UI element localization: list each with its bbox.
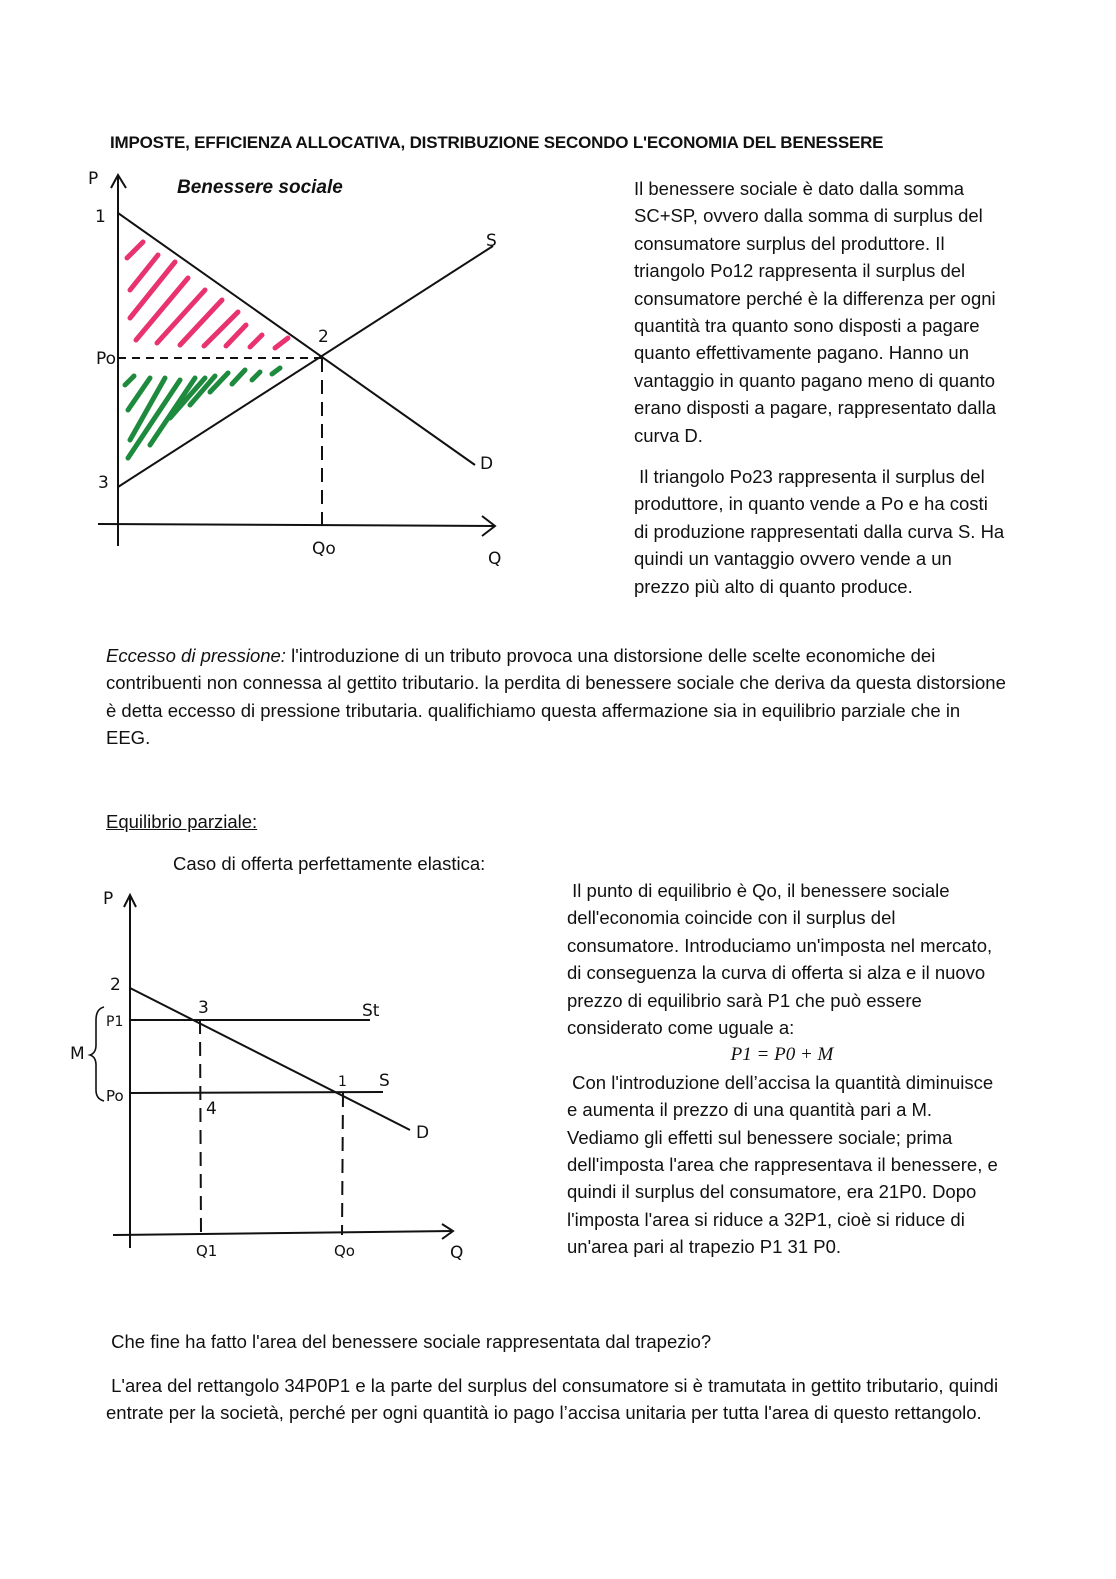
welfare-paragraph-1: Il benessere sociale è dato dalla somma SC+SP, ovvero dalla somma di surplus del consumatore surplus del produttore. Il triangolo Po12 rappresenta il surplus del consumatore perché è la differenza per ogni quantità tra quanto sono disposti a pagare quanto effettivamente pagano. Hanno un vantaggio in quanto pagano meno di quanto erano disposti a pagare, rappresentato dalla curva D. xyxy=(634,178,997,446)
equilibrio-paragraph-1: Il punto di equilibrio è Qo, il benessere sociale dell'economia coincide con il surplus del consumatore. Introduciamo un'imposta nel mercato, di conseguenza la curva di offerta si alza e il nuovo prezzo di equilibrio sarà P1 che può essere considerato come uguale a: xyxy=(567,880,998,1039)
welfare-diagram xyxy=(98,175,495,546)
supply-curve xyxy=(130,1092,383,1093)
equilibrio-heading: Equilibrio parziale: xyxy=(106,811,258,832)
supply-curve xyxy=(118,246,493,487)
qo-label: Qo xyxy=(312,539,336,559)
po-label: Po xyxy=(96,349,117,369)
eccesso-term: Eccesso di pressione: xyxy=(106,645,286,666)
d-label: D xyxy=(416,1123,430,1143)
qo-label: Qo xyxy=(334,1242,355,1260)
q1-dashed-line xyxy=(200,1020,201,1235)
s-label: S xyxy=(379,1071,390,1091)
equation: P1 = P0 + M xyxy=(730,1044,834,1066)
eccesso-text: l'introduzione di un tributo provoca una distorsione delle scelte economiche dei contribuenti non connessa al gettito tributario. la perdita di benessere sociale che deriva da questa distorsione è detta eccesso di pressione tributaria. qualifichiamo questa affermazione sia in equilibrio parziale che in EEG. xyxy=(106,645,1006,749)
document-title: IMPOSTE, EFFICIENZA ALLOCATIVA, DISTRIBUZIONE SECONDO L'ECONOMIA DEL BENESSERE xyxy=(110,133,884,152)
answer-paragraph: L'area del rettangolo 34P0P1 e la parte del surplus del consumatore si è tramutata in gettito tributario, quindi entrate per la società, perché per ogni quantità io pago l’accisa unitaria per tutta l'area di questo rettangolo. xyxy=(106,1375,1004,1424)
point-2-label: 2 xyxy=(110,975,121,995)
q-axis-label: Q xyxy=(450,1243,464,1263)
equilibrio-paragraph-2: Con l'introduzione dell’accisa la quantità diminuisce e aumenta il prezzo di una quantità pari a M. xyxy=(567,1071,999,1121)
point-4-label: 4 xyxy=(206,1099,217,1119)
q1-label: Q1 xyxy=(196,1242,218,1260)
point-2-label: 2 xyxy=(318,327,329,347)
m-label: M xyxy=(70,1044,85,1064)
qo-dashed-line xyxy=(342,1093,343,1235)
question-text: Che fine ha fatto l'area del benessere sociale rappresentata dal trapezio? xyxy=(111,1331,712,1352)
supply-label: S xyxy=(486,231,497,251)
po-label: Po xyxy=(106,1087,124,1105)
point-3-label: 3 xyxy=(98,473,109,493)
welfare-diagram-labels xyxy=(88,169,501,569)
elastic-supply-diagram xyxy=(90,895,453,1248)
p-axis-label: P xyxy=(103,889,114,909)
equilibrio-paragraph-3: Vediamo gli effetti sul benessere sociale; prima dell'imposta l'area che rappresentava il benessere, e quindi il surplus del consumatore, era 21P0. Dopo l'imposta l'area si riduce a 32P1, cioè si riduce di un'area pari al trapezio P1 31 P0. xyxy=(567,1126,1003,1258)
diagram-caption: Benessere sociale xyxy=(177,177,343,198)
equilibrio-text xyxy=(567,877,1007,1261)
p1-label: P1 xyxy=(106,1014,124,1030)
equilibrio-subheading: Caso di offerta perfettamente elastica: xyxy=(173,853,486,874)
q-axis xyxy=(98,524,495,526)
m-brace xyxy=(90,1007,104,1101)
q-axis-label: Q xyxy=(488,549,502,569)
question xyxy=(106,1328,1006,1355)
eccesso-paragraph xyxy=(106,642,1006,752)
point-3-label: 3 xyxy=(198,998,209,1018)
point-1-label: 1 xyxy=(95,207,106,227)
demand-label: D xyxy=(480,454,494,474)
st-label: St xyxy=(362,1001,380,1021)
consumer-surplus-hatching xyxy=(127,242,288,348)
q-axis xyxy=(113,1231,453,1235)
p-axis-label: P xyxy=(88,169,99,189)
welfare-paragraph-2: Il triangolo Po23 rappresenta il surplus del produttore, in quanto vende a Po e ha costi di produzione rappresentati dalla curva S. Ha quindi un vantaggio ovvero vende a un prezzo più alto di quanto produce. xyxy=(634,466,1010,597)
demand-curve xyxy=(118,213,475,465)
point-1-label: 1 xyxy=(338,1074,347,1090)
producer-surplus-hatching xyxy=(125,368,280,458)
